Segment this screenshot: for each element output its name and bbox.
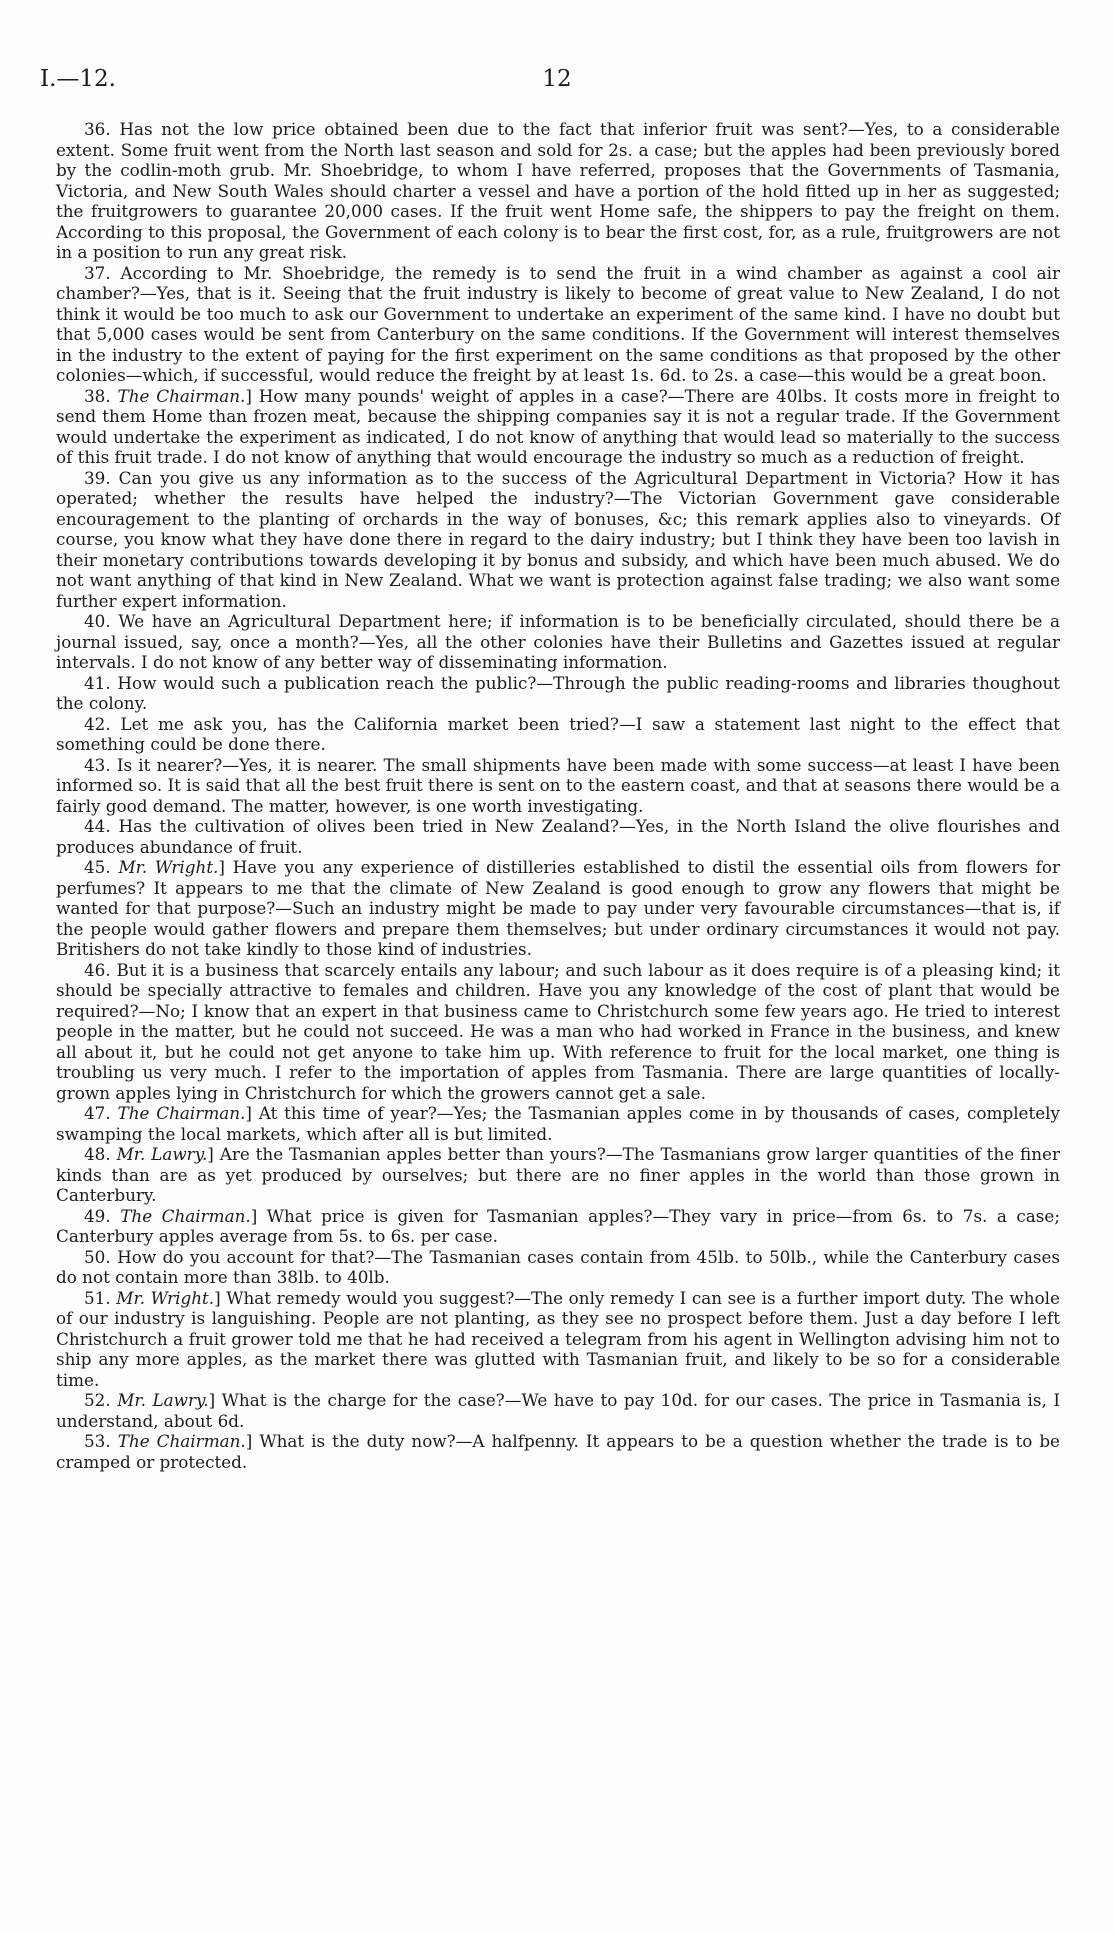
- speaker-name: Mr. Lawry.: [117, 1390, 209, 1410]
- paragraph-53: [56, 1431, 1060, 1472]
- paragraph-text: Can you give us any information as to the success of the Agricultural Department in Victoria? How it has operated; whether the results have helped the industry?—The Victorian Government gave considerable encouragement to the planting of orchards in the way of bonuses, &c; this remark applies also to vineyards. Of course, you know what they have done there in regard to the dairy industry; but I think they have been too lavish in their monetary contributions towards developing it by bonus and subsidy, and which have been much abused. We do not want anything of that kind in New Zealand. What we want is protection against false trading; we also want some further expert information.: [56, 467, 1060, 611]
- paragraph-50: [56, 1247, 1060, 1288]
- page-number: 12: [542, 66, 572, 92]
- paragraph-number: 46.: [84, 959, 111, 980]
- paragraph-number: 50.: [84, 1246, 111, 1267]
- paragraph-text: ] What is the duty now?—A halfpenny. It appears to be a question whether the trade is to be cramped or protected.: [56, 1431, 1060, 1472]
- paragraph-37: [56, 263, 1060, 386]
- paragraph-41: [56, 673, 1060, 714]
- paragraph-43: [56, 755, 1060, 817]
- paragraph-text: We have an Agricultural Department here; if information is to be beneficially circulated, should there be a journal issued, say, once a month?—Yes, all the other colonies have their Bulletins and Gazettes issued at regular intervals. I do not know of any better way of disseminating information.: [56, 611, 1060, 672]
- paragraph-45: [56, 857, 1060, 960]
- paragraph-44: [56, 816, 1060, 857]
- paragraph-number: 40.: [84, 611, 111, 631]
- paragraph-number: 44.: [84, 816, 111, 836]
- document-reference: I.—12.: [40, 66, 116, 92]
- paragraph-text: Let me ask you, has the California market been tried?—I saw a statement last night to the effect that something could be done there.: [56, 713, 1060, 754]
- paragraph-text: ] What remedy would you suggest?—The only remedy I can see is a further import duty. The whole of our industry is languishing. People are not planting, as they see no prospect before them. Just a day before I left Christchurch a fruit grower told me that he had received a telegram from his agent in Wellington advising him not to ship any more apples, as the market there was glutted with Tasmanian fruit, and likely to be so for a considerable time.: [56, 1287, 1060, 1390]
- speaker-name: The Chairman.: [120, 1205, 251, 1226]
- paragraph-46: [56, 960, 1060, 1104]
- paragraph-text: Has not the low price obtained been due to the fact that inferior fruit was sent?—Yes, to a considerable extent. Some fruit went from the North last season and sold for 2s. a case; but the apples had been previously bored by the codlin-moth grub. Mr. Shoebridge, to whom I have referred, proposes that the Governments of Tasmania, Victoria, and New South Wales should charter a vessel and have a portion of the hold fitted up in her as suggested; the fruitgrowers to guarantee 20,000 cases. If the fruit went Home safe, the shippers to pay the freight on them. According to this proposal, the Government of each colony is to bear the first cost, for, as a rule, fruitgrowers are not in a position to run any great risk.: [56, 119, 1060, 262]
- speaker-name: Mr. Lawry.: [116, 1144, 208, 1164]
- page-header: [40, 66, 1074, 102]
- document-body: [56, 119, 1060, 1472]
- paragraph-52: [56, 1390, 1060, 1431]
- paragraph-text: ] At this time of year?—Yes; the Tasmanian apples come in by thousands of cases, completely swamping the local markets, which after all is but limited.: [56, 1103, 1061, 1144]
- speaker-name: Mr. Wright.: [118, 857, 219, 877]
- paragraph-48: [56, 1144, 1060, 1206]
- paragraph-text: ] What price is given for Tasmanian apples?—They vary in price—from 6s. to 7s. a case; Canterbury apples average from 5s. to 6s. per case.: [56, 1205, 1060, 1246]
- paragraph-text: ] What is the charge for the case?—We have to pay 10d. for our cases. The price in Tasmania is, I understand, about 6d.: [56, 1390, 1061, 1431]
- paragraph-40: [56, 611, 1060, 673]
- speaker-name: The Chairman.: [117, 385, 246, 406]
- paragraph-36: [56, 119, 1060, 263]
- speaker-name: The Chairman.: [117, 1103, 246, 1123]
- paragraph-text: ] Have you any experience of distilleries established to distil the essential oils from flowers for perfumes? It appears to me that the climate of New Zealand is good enough to grow any flowers that might be wanted for that purpose?—Such an industry might be made to pay under very favourable circumstances—that is, if the people would gather flowers and prepare them themselves; but under ordinary circumstances it would not pay. Britishers do not take kindly to those kind of industries.: [56, 857, 1061, 959]
- paragraph-number: 52.: [84, 1390, 111, 1410]
- speaker-name: Mr. Wright.: [116, 1287, 215, 1308]
- paragraph-number: 53.: [84, 1431, 111, 1451]
- paragraph-text: According to Mr. Shoebridge, the remedy is to send the fruit in a wind chamber as against a cool air chamber?—Yes, that is it. Seeing that the fruit industry is likely to become of great value to New Zealand, I do not think it would be too much to ask our Government to undertake an experiment of the same kind. I have no doubt but that 5,000 cases would be sent from Canterbury on the same conditions. If the Government will interest themselves in the industry to the extent of paying for the first experiment on the same conditions as that proposed by the other colonies—which, if successful, would reduce the freight by at least 1s. 6d. to 2s. a case—this would be a great boon.: [56, 262, 1060, 385]
- paragraph-number: 47.: [84, 1103, 111, 1123]
- paragraph-text: But it is a business that scarcely entails any labour; and such labour as it does require is of a pleasing kind; it should be specially attractive to females and children. Have you any knowledge of the cost of plant that would be required?—No; I know that an expert in that business came to Christchurch some few years ago. He tried to interest people in the matter, but he could not succeed. He was a man who had worked in France in the business, and knew all about it, but he could not get anyone to take him up. With reference to fruit for the local market, one thing is troubling us very much. I refer to the importation of apples from Tasmania. There are large quantities of locally-grown apples lying in Christchurch for which the growers cannot get a sale.: [56, 959, 1060, 1103]
- paragraph-text: How do you account for that?—The Tasmanian cases contain from 45lb. to 50lb., while the Canterbury cases do not contain more than 38lb. to 40lb.: [56, 1246, 1060, 1287]
- paragraph-number: 43.: [84, 754, 111, 775]
- paragraph-text: Has the cultivation of olives been tried in New Zealand?—Yes, in the North Island the olive flourishes and produces abundance of fruit.: [56, 816, 1060, 857]
- paragraph-number: 42.: [84, 713, 111, 734]
- paragraph-text: ] Are the Tasmanian apples better than yours?—The Tasmanians grow larger quantities of the finer kinds than are as yet produced by ourselves; but there are no finer apples in the world than those grown in Canterbury.: [56, 1144, 1060, 1205]
- paragraph-number: 38.: [84, 385, 111, 406]
- paragraph-42: [56, 714, 1060, 755]
- paragraph-number: 37.: [84, 262, 111, 283]
- paragraph-39: [56, 468, 1060, 612]
- paragraph-number: 36.: [84, 119, 111, 139]
- paragraph-51: [56, 1288, 1060, 1391]
- paragraph-38: [56, 386, 1060, 468]
- paragraph-number: 39.: [84, 467, 111, 488]
- paragraph-text: ] How many pounds' weight of apples in a case?—There are 40lbs. It costs more in freight to send them Home than frozen meat, because the shipping companies say it is not a regular trade. If the Government would undertake the experiment as indicated, I do not know of anything that would lead so materially to the success of this fruit trade. I do not know of anything that would encourage the industry so much as a reduction of freight.: [56, 385, 1061, 467]
- paragraph-number: 41.: [84, 672, 111, 693]
- paragraph-number: 45.: [84, 857, 111, 877]
- paragraph-number: 48.: [84, 1144, 111, 1164]
- paragraph-number: 51.: [84, 1287, 111, 1308]
- speaker-name: The Chairman.: [117, 1431, 246, 1451]
- paragraph-49: [56, 1206, 1060, 1247]
- paragraph-text: How would such a publication reach the public?—Through the public reading-rooms and libraries thoughout the colony.: [56, 672, 1060, 713]
- paragraph-text: Is it nearer?—Yes, it is nearer. The small shipments have been made with some success—at least I have been informed so. It is said that all the best fruit there is sent on to the eastern coast, and that at seasons there would be a fairly good demand. The matter, however, is one worth investigating.: [56, 754, 1060, 816]
- paragraph-number: 49.: [84, 1205, 111, 1226]
- paragraph-47: [56, 1103, 1060, 1144]
